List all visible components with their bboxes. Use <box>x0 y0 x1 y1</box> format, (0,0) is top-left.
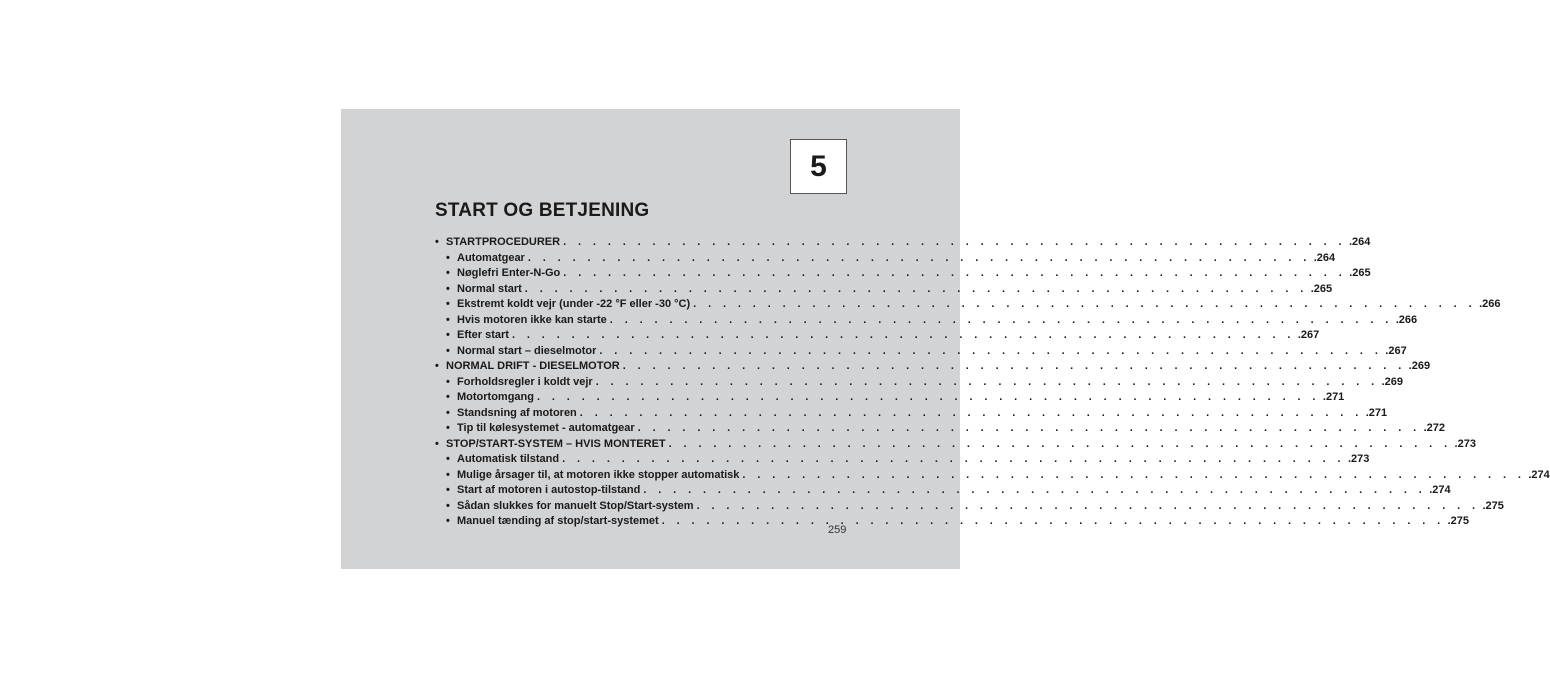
dot-leader: . . . . . . . . . . . . . . . . . . . . . . . . . . . . . . . . . . . . . . . . . . . . . . . . . . . . . <box>511 329 1295 341</box>
toc-entry-page: .274 <box>1528 468 1550 481</box>
toc-entry-page: .267 <box>1385 344 1407 357</box>
bullet-icon: • <box>446 329 450 341</box>
toc-subsection-link[interactable] <box>435 468 1550 485</box>
chapter-title: START OG BETJENING <box>435 200 650 221</box>
toc-section-link[interactable] <box>435 437 1476 454</box>
toc-entry-page: .265 <box>1310 282 1333 295</box>
toc-entry-label: Normal start <box>457 282 522 295</box>
bullet-icon: • <box>446 391 450 403</box>
dot-leader: . . . . . . . . . . . . . . . . . . . . . . . . . . . . . . . . . . . . . . . . . . . . . . . . . . . . . <box>562 453 1345 465</box>
dot-leader: . . . . . . . . . . . . . . . . . . . . . . . . . . . . . . . . . . . . . . . . . . . . . . . . . . . . . <box>524 282 1308 295</box>
toc-entry-page: .266 <box>1395 313 1418 326</box>
chapter-number: 5 <box>810 149 827 183</box>
bullet-icon: • <box>446 515 450 527</box>
toc-subsection-link[interactable] <box>435 515 1470 531</box>
bullet-icon: • <box>446 251 450 264</box>
dot-leader: . . . . . . . . . . . . . . . . . . . . . . . . . . . . . . . . . . . . . . . . . . . . . . . . . . . . . <box>527 251 1311 264</box>
dot-leader: . . . . . . . . . . . . . . . . . . . . . . . . . . . . . . . . . . . . . . . . . . . . . . . . . . . . . <box>579 406 1363 419</box>
toc-entry-page: .267 <box>1297 329 1320 341</box>
toc-subsection-link[interactable] <box>435 313 1418 330</box>
toc-entry-label: Efter start <box>457 329 509 341</box>
bullet-icon: • <box>446 313 450 326</box>
toc-entry-page: .271 <box>1365 406 1388 419</box>
toc-subsection-link[interactable] <box>435 391 1345 407</box>
toc-subsection-link[interactable] <box>435 344 1407 361</box>
bullet-icon: • <box>435 437 439 450</box>
dot-leader: . . . . . . . . . . . . . . . . . . . . . . . . . . . . . . . . . . . . . . . . . . . . . . . . . . . . . <box>622 360 1406 372</box>
toc-subsection-link[interactable] <box>435 484 1451 500</box>
dot-leader: . . . . . . . . . . . . . . . . . . . . . . . . . . . . . . . . . . . . . . . . . . . . . . . . . . . . . <box>599 344 1383 357</box>
toc-entry-page: .275 <box>1482 499 1504 512</box>
toc-entry-label: Manuel tænding af stop/start-systemet <box>457 515 659 527</box>
toc-entry-page: .264 <box>1348 236 1371 248</box>
toc-entry-label: Standsning af motoren <box>457 406 577 419</box>
bullet-icon: • <box>435 360 439 372</box>
dot-leader: . . . . . . . . . . . . . . . . . . . . . . . . . . . . . . . . . . . . . . . . . . . . . . . . . . . . . <box>563 236 1346 248</box>
dot-leader: . . . . . . . . . . . . . . . . . . . . . . . . . . . . . . . . . . . . . . . . . . . . . . . . . . . . . <box>563 267 1347 279</box>
bullet-icon: • <box>446 298 450 310</box>
bullet-icon: • <box>446 282 450 295</box>
toc-section-link[interactable] <box>435 360 1431 376</box>
toc-entry-label: NORMAL DRIFT - DIESELMOTOR <box>446 360 620 372</box>
toc-entry-label: Ekstremt koldt vejr (under -22 °F eller -30 °C) <box>457 298 691 310</box>
toc-entry-page: .272 <box>1423 422 1446 434</box>
toc-entry-label: Motortomgang <box>457 391 534 403</box>
bullet-icon: • <box>446 453 450 465</box>
bullet-icon: • <box>446 499 450 512</box>
toc-entry-page: .265 <box>1349 267 1371 279</box>
toc-entry-label: STOP/START-SYSTEM – HVIS MONTERET <box>446 437 666 450</box>
toc-subsection-link[interactable] <box>435 453 1370 469</box>
toc-entry-page: .273 <box>1347 453 1370 465</box>
dot-leader: . . . . . . . . . . . . . . . . . . . . . . . . . . . . . . . . . . . . . . . . . . . . . . . . . . . . . <box>661 515 1445 527</box>
bullet-icon: • <box>446 375 450 388</box>
toc-entry-label: Mulige årsager til, at motoren ikke stopper automatisk <box>457 468 740 481</box>
dot-leader: . . . . . . . . . . . . . . . . . . . . . . . . . . . . . . . . . . . . . . . . . . . . . . . . . . . . . <box>595 375 1379 388</box>
bullet-icon: • <box>446 344 450 357</box>
bullet-icon: • <box>446 406 450 419</box>
dot-leader: . . . . . . . . . . . . . . . . . . . . . . . . . . . . . . . . . . . . . . . . . . . . . . . . . . . . . <box>536 391 1320 403</box>
dot-leader: . . . . . . . . . . . . . . . . . . . . . . . . . . . . . . . . . . . . . . . . . . . . . . . . . . . . . <box>668 437 1452 450</box>
table-of-contents <box>435 236 1550 531</box>
bullet-icon: • <box>435 236 439 248</box>
page-number: 259 <box>828 524 847 536</box>
toc-entry-label: Forholdsregler i koldt vejr <box>457 375 593 388</box>
toc-subsection-link[interactable] <box>435 375 1404 392</box>
bullet-icon: • <box>446 484 450 496</box>
dot-leader: . . . . . . . . . . . . . . . . . . . . . . . . . . . . . . . . . . . . . . . . . . . . . . . . . . . . . <box>643 484 1427 496</box>
toc-entry-page: .275 <box>1447 515 1470 527</box>
dot-leader: . . . . . . . . . . . . . . . . . . . . . . . . . . . . . . . . . . . . . . . . . . . . . . . . . . . . . <box>696 499 1480 512</box>
dot-leader: . . . . . . . . . . . . . . . . . . . . . . . . . . . . . . . . . . . . . . . . . . . . . . . . . . . . . <box>693 298 1477 310</box>
toc-entry-label: Hvis motoren ikke kan starte <box>457 313 607 326</box>
toc-entry-page: .274 <box>1429 484 1451 496</box>
toc-entry-label: STARTPROCEDURER <box>446 236 561 248</box>
toc-entry-label: Tip til kølesystemet - automatgear <box>457 422 635 434</box>
toc-entry-page: .269 <box>1408 360 1431 372</box>
toc-entry-label: Automatgear <box>457 251 525 264</box>
toc-entry-label: Start af motoren i autostop-tilstand <box>457 484 641 496</box>
toc-entry-page: .269 <box>1381 375 1404 388</box>
toc-entry-page: .264 <box>1313 251 1336 264</box>
toc-entry-label: Nøglefri Enter-N-Go <box>457 267 561 279</box>
dot-leader: . . . . . . . . . . . . . . . . . . . . . . . . . . . . . . . . . . . . . . . . . . . . . . . . . . . . . <box>609 313 1393 326</box>
bullet-icon: • <box>446 422 450 434</box>
toc-subsection-link[interactable] <box>435 282 1333 299</box>
toc-entry-page: .266 <box>1479 298 1501 310</box>
toc-subsection-link[interactable] <box>435 298 1501 314</box>
chapter-panel <box>341 109 1550 569</box>
dot-leader: . . . . . . . . . . . . . . . . . . . . . . . . . . . . . . . . . . . . . . . . . . . . . . . . . . . . . <box>742 468 1526 481</box>
toc-subsection-link[interactable] <box>435 422 1446 438</box>
bullet-icon: • <box>446 267 450 279</box>
toc-entry-label: Normal start – dieselmotor <box>457 344 597 357</box>
toc-section-link[interactable] <box>435 236 1371 252</box>
toc-subsection-link[interactable] <box>435 267 1371 283</box>
toc-entry-page: .273 <box>1454 437 1476 450</box>
toc-subsection-link[interactable] <box>435 406 1388 423</box>
toc-subsection-link[interactable] <box>435 329 1320 345</box>
bullet-icon: • <box>446 468 450 481</box>
toc-entry-label: Sådan slukkes for manuelt Stop/Start-system <box>457 499 694 512</box>
toc-entry-page: .271 <box>1322 391 1345 403</box>
toc-subsection-link[interactable] <box>435 251 1336 268</box>
toc-subsection-link[interactable] <box>435 499 1504 516</box>
dot-leader: . . . . . . . . . . . . . . . . . . . . . . . . . . . . . . . . . . . . . . . . . . . . . . . . . . . . . <box>637 422 1421 434</box>
toc-entry-label: Automatisk tilstand <box>457 453 560 465</box>
chapter-number-box <box>790 139 847 194</box>
